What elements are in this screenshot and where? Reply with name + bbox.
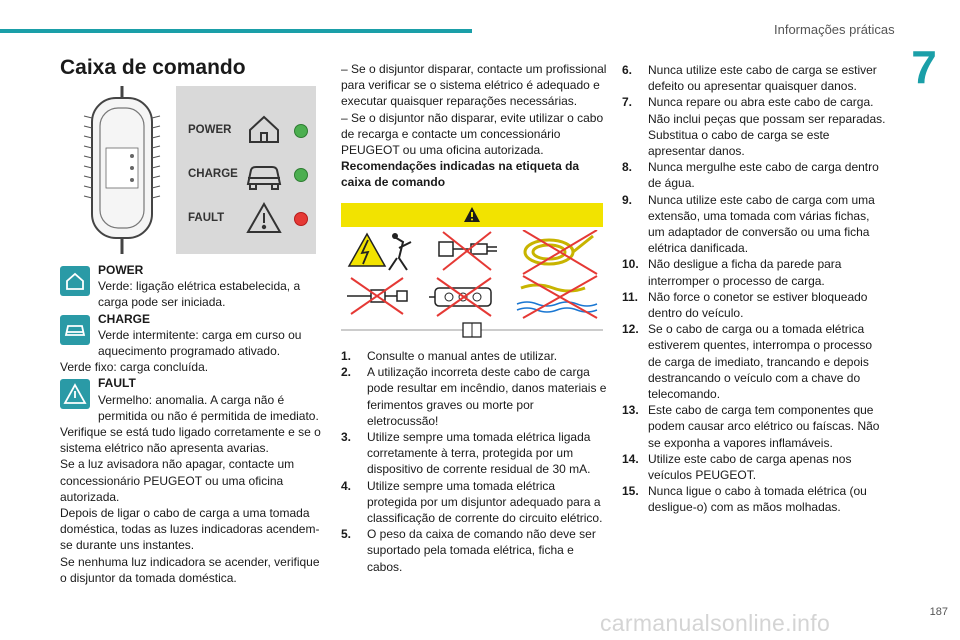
list-item-text: Nunca mergulhe este cabo de carga dentro de água. xyxy=(648,160,879,191)
house-icon xyxy=(60,266,90,296)
list-item-number: 6. xyxy=(622,63,633,77)
list-item-number: 13. xyxy=(622,403,639,418)
control-box-figure xyxy=(72,86,316,254)
list-item-text: Utilize sempre uma tomada elétrica ligada corretamente à terra, protegida por um dispositivo de corrente residual de 30 mA. xyxy=(367,430,591,477)
recommendations-list-6-15 xyxy=(622,62,888,516)
list-item-text: Este cabo de carga tem componentes que podem causar arco elétrico ou faíscas. Não se exponha a vapores inflamáveis. xyxy=(648,403,880,450)
list-item xyxy=(622,483,888,515)
read-manual-icon xyxy=(463,323,481,337)
panel-label-fault: FAULT xyxy=(188,212,225,224)
indicator-description: Verde: ligação elétrica estabelecida, a carga pode ser iniciada. xyxy=(98,279,301,310)
list-item-text: Consulte o manual antes de utilizar. xyxy=(367,349,558,363)
list-item xyxy=(622,192,888,257)
list-item-text: Utilize este cabo de carga apenas nos veículos PEUGEOT. xyxy=(648,451,852,483)
list-item xyxy=(622,159,888,191)
list-item-number: 2. xyxy=(341,365,352,380)
no-coiled-cable-icon xyxy=(523,230,597,274)
list-item-number: 14. xyxy=(622,451,639,466)
column-1 xyxy=(60,262,326,586)
list-item-text: Nunca repare ou abra este cabo de carga. Não inclui peças que possam ser reparadas. Substitua o cabo de carga se este apresentar danos. xyxy=(648,95,886,159)
list-item xyxy=(341,429,607,478)
list-item-number: 9. xyxy=(622,192,633,207)
column-3 xyxy=(622,62,888,516)
no-multi-socket-icon xyxy=(439,232,497,270)
list-item xyxy=(341,478,607,527)
list-item-text: Se o cabo de carga ou a tomada elétrica estiverem quentes, interrompa o processo de carga de imediato, trancando e depois destrancando o veículo com a chave do telecomando. xyxy=(648,322,873,402)
indicator-description: Verifique se está tudo ligado corretamente e se o sistema elétrico não apresenta avarias. xyxy=(60,425,321,456)
indicator-charge xyxy=(60,311,326,376)
recommendations-list-1-5 xyxy=(341,348,607,575)
car-icon xyxy=(60,315,90,345)
list-item-number: 4. xyxy=(341,478,352,493)
list-item xyxy=(341,364,607,429)
indicator-name: CHARGE xyxy=(98,311,151,326)
no-water-icon xyxy=(517,276,597,318)
list-item-number: 5. xyxy=(341,527,352,542)
chapter-number: 7 xyxy=(911,41,937,93)
no-adapter-icon xyxy=(347,278,407,314)
car-icon xyxy=(248,167,280,189)
label-warning-bar xyxy=(341,203,603,227)
list-item-text: Nunca utilize este cabo de carga com uma extensão, uma tomada com várias fichas, um adaptador de conversão ou uma ficha elétrica danificada. xyxy=(648,192,875,256)
section-heading: Recomendações indicadas na etiqueta da caixa de comando xyxy=(341,159,580,190)
list-item-number: 12. xyxy=(622,322,639,337)
indicator-fault xyxy=(60,375,326,505)
fault-led xyxy=(295,213,308,226)
list-item xyxy=(622,321,888,402)
power-led xyxy=(295,125,308,138)
list-item-text: Utilize sempre uma tomada elétrica protegida por um disjuntor adequado para a classificação de corrente do circuito elétrico. xyxy=(367,478,603,526)
control-box-illustration xyxy=(72,86,172,254)
paragraph: Depois de ligar o cabo de carga a uma tomada doméstica, todas as luzes indicadoras acendem-se durante uns instantes. xyxy=(60,506,320,553)
list-item xyxy=(622,402,888,451)
indicator-panel xyxy=(176,86,316,254)
page-number: 187 xyxy=(929,606,948,618)
watermark: carmanualsonline.info xyxy=(600,610,831,636)
list-item-number: 15. xyxy=(622,484,639,499)
list-item xyxy=(622,256,888,288)
list-item-number: 1. xyxy=(341,349,352,363)
indicator-description: Verde fixo: carga concluída. xyxy=(60,360,209,375)
list-item-text: Nunca utilize este cabo de carga se estiver defeito ou apresentar quaisquer danos. xyxy=(648,63,877,94)
list-item xyxy=(622,62,888,94)
list-item-text: Não force o conetor se estiver bloqueado dentro do veículo. xyxy=(648,289,868,321)
warning-triangle-icon xyxy=(463,206,481,224)
list-item xyxy=(622,289,888,321)
indicator-description: Vermelho: anomalia. A carga não é permitida ou não é permitida de imediato. xyxy=(98,392,319,423)
list-item xyxy=(341,348,607,364)
indicator-description: Verde intermitente: carga em curso ou aquecimento programado ativado. xyxy=(98,327,302,359)
list-item xyxy=(341,526,607,575)
panel-label-power: POWER xyxy=(188,124,232,136)
panel-label-charge: CHARGE xyxy=(188,168,238,180)
list-item-number: 8. xyxy=(622,160,633,175)
label-pictograms xyxy=(341,230,603,340)
indicator-description: Se a luz avisadora não apagar, contacte um concessionário PEUGEOT ou uma oficina autorizada. xyxy=(60,457,295,504)
list-item-number: 7. xyxy=(622,95,633,110)
paragraph: – Se o disjuntor disparar, contacte um profissional para verificar se o sistema elétrico é adequado e executar quaisquer reparações necessárias. xyxy=(341,62,607,109)
house-icon xyxy=(250,117,278,142)
list-item-text: A utilização incorreta deste cabo de carga pode resultar em incêndio, danos materiais e ferimentos graves ou morte por eletrocussão! xyxy=(367,365,607,428)
list-item-number: 11. xyxy=(622,289,639,304)
page-title: Caixa de comando xyxy=(60,56,246,79)
column-2-list xyxy=(341,348,607,575)
no-extension-strip-icon xyxy=(429,278,491,316)
warning-triangle-icon xyxy=(60,379,90,409)
warning-triangle-icon xyxy=(248,204,280,232)
charge-led xyxy=(295,169,308,182)
indicator-name: POWER xyxy=(98,263,144,277)
list-item-text: Não desligue a ficha da parede para interromper o processo de carga. xyxy=(648,257,842,288)
header-accent-bar xyxy=(0,29,472,33)
indicator-power xyxy=(60,262,326,311)
list-item-number: 3. xyxy=(341,430,352,445)
list-item-text: Nunca ligue o cabo à tomada elétrica (ou desligue-o) com as mãos molhadas. xyxy=(648,484,867,515)
list-item xyxy=(622,94,888,159)
list-item-number: 10. xyxy=(622,257,639,272)
column-2 xyxy=(341,61,607,191)
list-item-text: O peso da caixa de comando não deve ser suportado pela tomada elétrica, ficha e cabos. xyxy=(367,527,596,574)
paragraph: – Se o disjuntor não disparar, evite utilizar o cabo de recarga e contacte um concessionário PEUGEOT ou uma oficina autorizada. xyxy=(341,110,604,158)
section-title: Informações práticas xyxy=(774,22,895,37)
list-item xyxy=(622,451,888,483)
paragraph: Se nenhuma luz indicadora se acender, verifique o disjuntor da tomada doméstica. xyxy=(60,554,320,585)
panel-icons xyxy=(176,86,316,254)
indicator-name: FAULT xyxy=(98,376,136,391)
electric-shock-icon xyxy=(349,233,411,270)
